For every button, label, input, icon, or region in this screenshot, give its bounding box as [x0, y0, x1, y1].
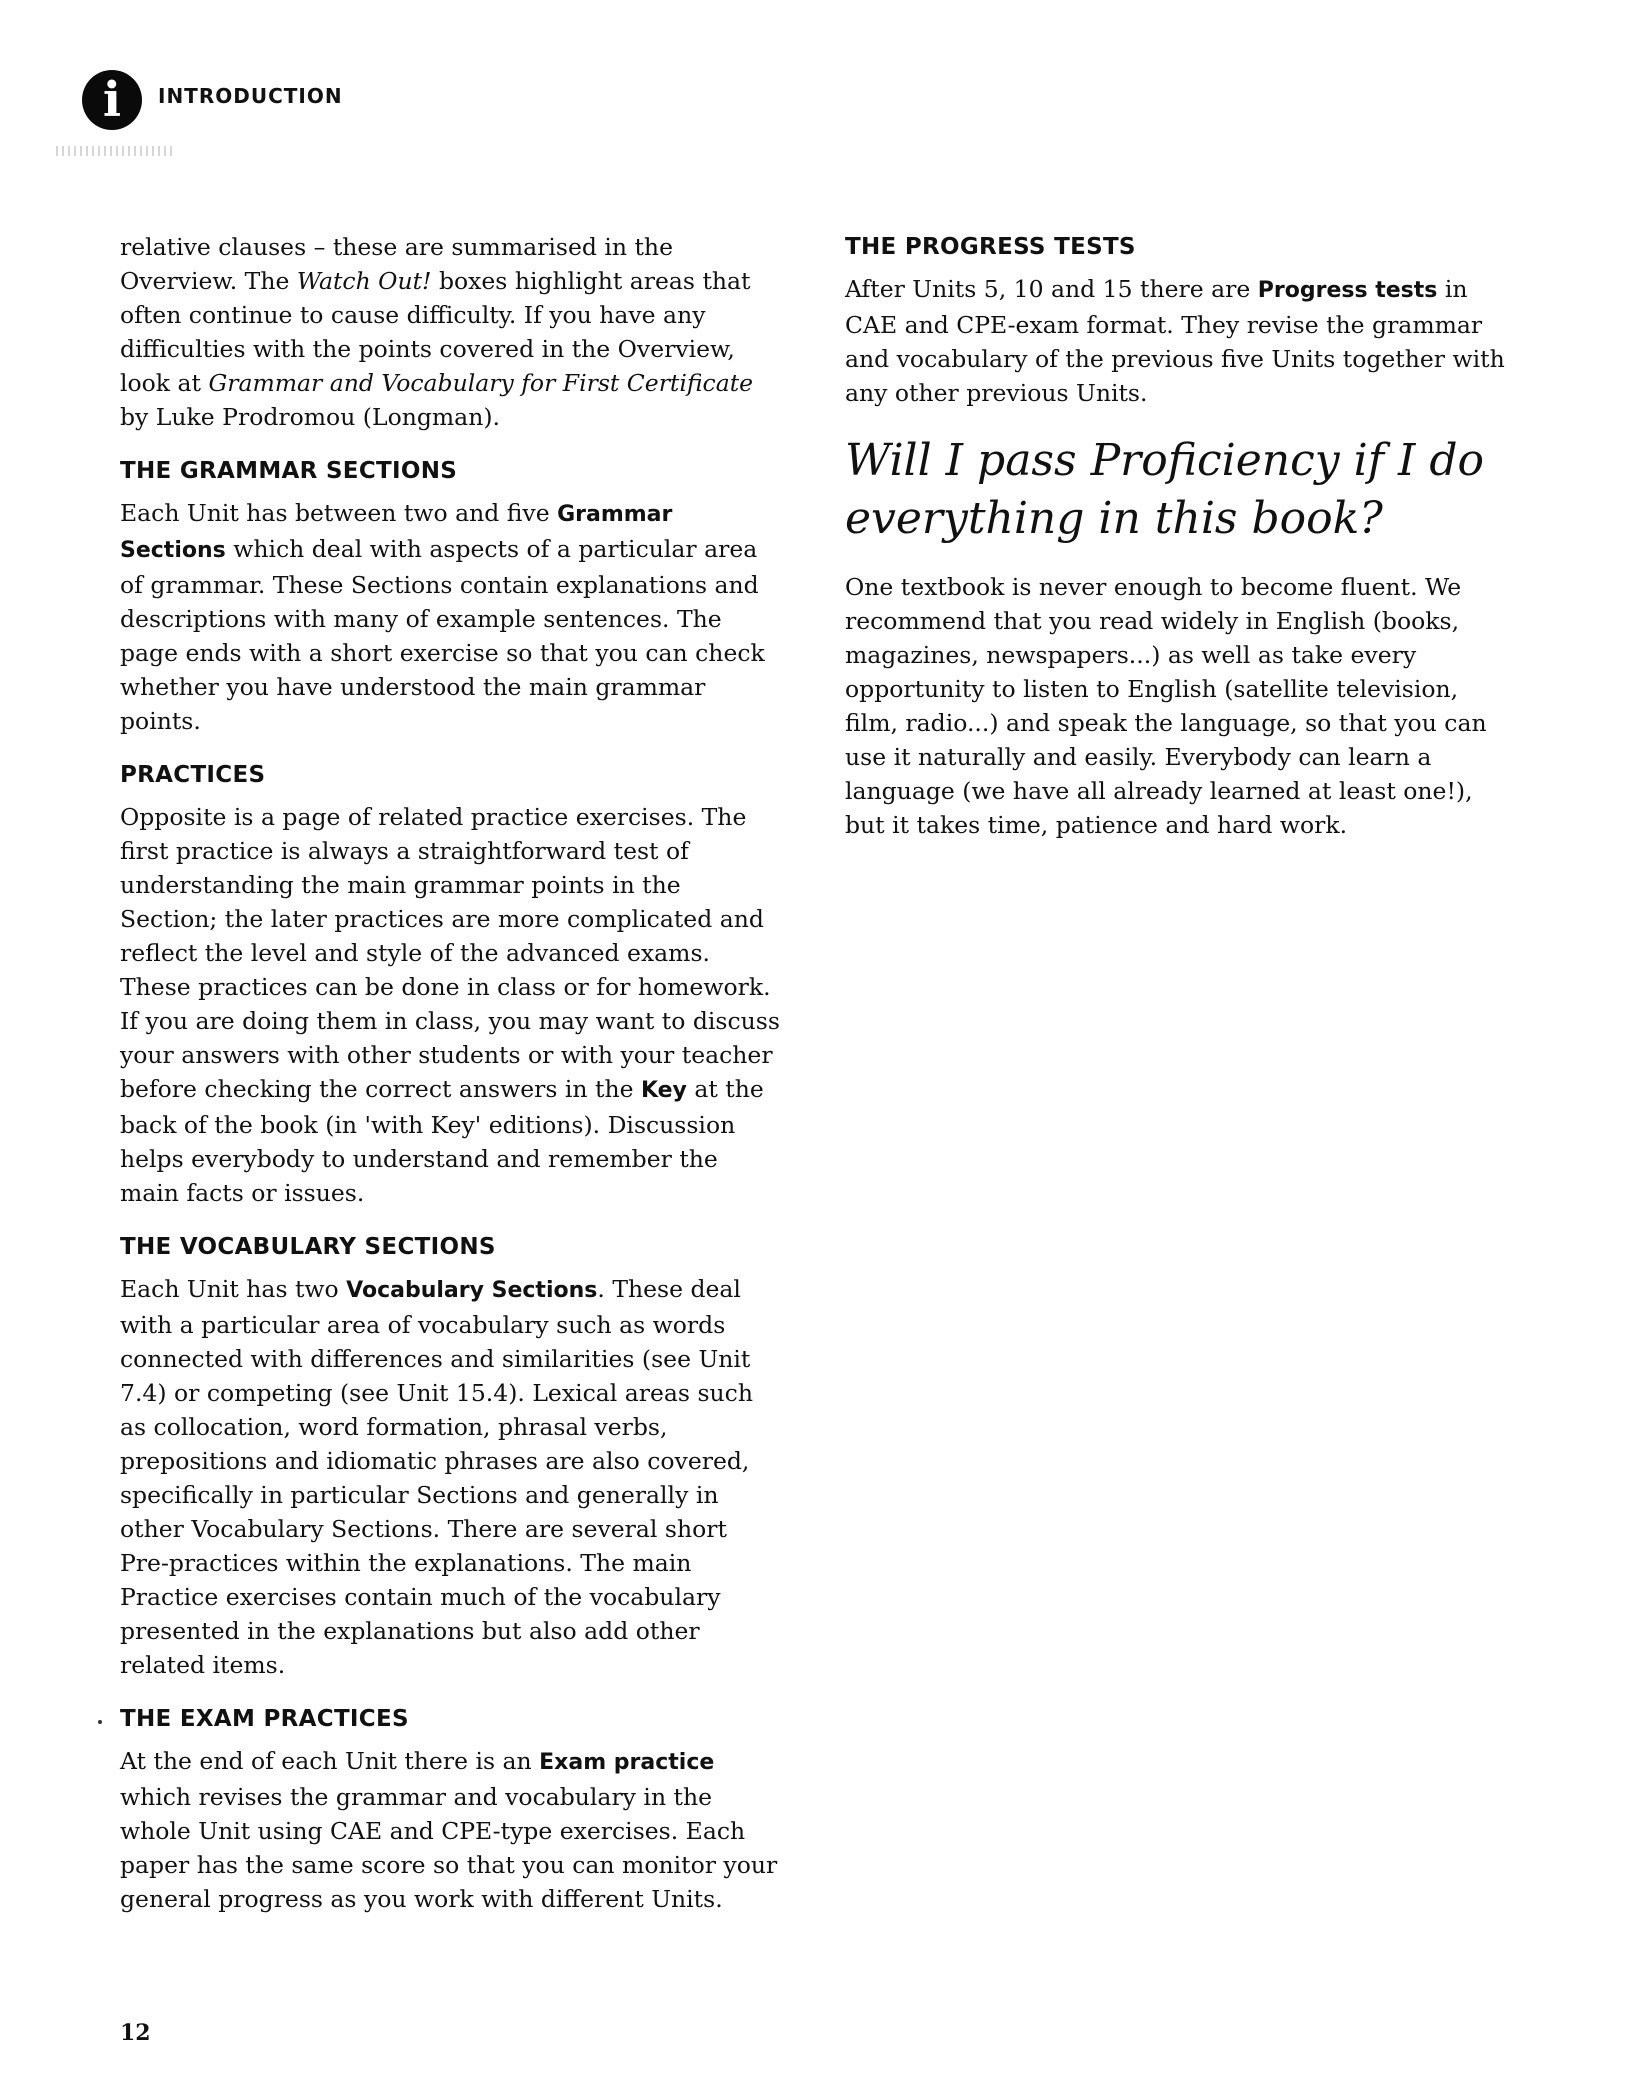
practices-heading: PRACTICES: [120, 762, 266, 788]
grammar-sections-heading: THE GRAMMAR SECTIONS: [120, 458, 458, 484]
section-label: INTRODUCTION: [158, 84, 343, 108]
vocabulary-sections-heading: THE VOCABULARY SECTIONS: [120, 1234, 496, 1260]
text-run: in CAE and CPE-exam format. They revise the grammar and vocabulary of the previous five Units together with any other previous Units.: [845, 275, 1505, 407]
text-run: at the back of the book (in 'with Key' editions). Discussion helps everybody to understand and remember the main facts or issues.: [120, 1075, 764, 1207]
info-icon: i: [82, 70, 142, 130]
exam-practices-paragraph: [120, 1744, 780, 1916]
text-run: Opposite is a page of related practice exercises. The first practice is always a straightforward test of understanding the main grammar points in the Section; the later practices are more complicated and reflect the level and style of the advanced exams. These practices can be done in class or for homework. If you are doing them in class, you may want to discuss your answers with other students or with your teacher before checking the correct answers in the: [120, 803, 780, 1103]
exam-practices-heading: THE EXAM PRACTICES: [120, 1706, 409, 1732]
page-number: 12: [120, 2020, 151, 2046]
text-run: relative clauses – these are summarised in the Overview. The: [120, 233, 673, 295]
decorative-scan-line: [56, 146, 176, 156]
question-paragraph: One textbook is never enough to become fluent. We recommend that you read widely in English (books, magazines, newspapers...) as well as take every opportunity to listen to English (satellite television, film, radio...) and speak the language, so that you can use it naturally and easily. Everybody can learn a language (we have all already learned at least one!), but it takes time, patience and hard work.: [845, 573, 1487, 839]
question-heading: Will I pass Proficiency if I do everything in this book?: [845, 435, 1484, 544]
intro-paragraph: [120, 230, 780, 434]
book-title: Grammar and Vocabulary for First Certificate: [208, 369, 754, 397]
text-run: . These deal with a particular area of vocabulary such as words connected with differences and similarities (see Unit 7.4) or competing (see Unit 15.4). Lexical areas such as collocation, word formation, phrasal verbs, prepositions and idiomatic phrases are also covered, specifically in particular Sections and generally in other Vocabulary Sections. There are several short Pre-practices within the explanations. The main Practice exercises contain much of the vocabulary presented in the explanations but also add other related items.: [120, 1275, 753, 1679]
scan-speck: [98, 1720, 102, 1724]
bold-term: Grammar Sections: [120, 502, 673, 563]
practices-paragraph: [120, 800, 780, 1210]
grammar-sections-paragraph: [120, 496, 780, 738]
text-run: Each Unit has two: [120, 1275, 347, 1303]
progress-tests-paragraph: [845, 272, 1515, 410]
text-run: After Units 5, 10 and 15 there are: [845, 275, 1258, 303]
text-run: which revises the grammar and vocabulary in the whole Unit using CAE and CPE-type exercises. Each paper has the same score so that you can monitor your general progress as you work with different Units.: [120, 1783, 778, 1913]
text-run: which deal with aspects of a particular area of grammar. These Sections contain explanations and descriptions with many of example sentences. The page ends with a short exercise so that you can check whether you have understood the main grammar points.: [120, 535, 765, 735]
left-column: [120, 230, 780, 1936]
text-run: At the end of each Unit there is an: [120, 1747, 540, 1775]
text-run: by Luke Prodromou (Longman).: [120, 403, 500, 431]
text-run: Each Unit has between two and five: [120, 499, 558, 527]
italic-term: Watch Out!: [296, 267, 432, 295]
bold-term: Vocabulary Sections: [346, 1278, 598, 1303]
page-header: [56, 60, 456, 160]
text-run: boxes highlight areas that often continue to cause difficulty. If you have any difficulties with the points covered in the Overview, look at: [120, 267, 751, 397]
right-column: [845, 230, 1515, 862]
bold-term: Progress tests: [1257, 278, 1438, 303]
vocabulary-sections-paragraph: [120, 1272, 780, 1682]
progress-tests-heading: THE PROGRESS TESTS: [845, 234, 1136, 260]
bold-term: Exam practice: [539, 1750, 715, 1775]
bold-term: Key: [640, 1078, 687, 1103]
